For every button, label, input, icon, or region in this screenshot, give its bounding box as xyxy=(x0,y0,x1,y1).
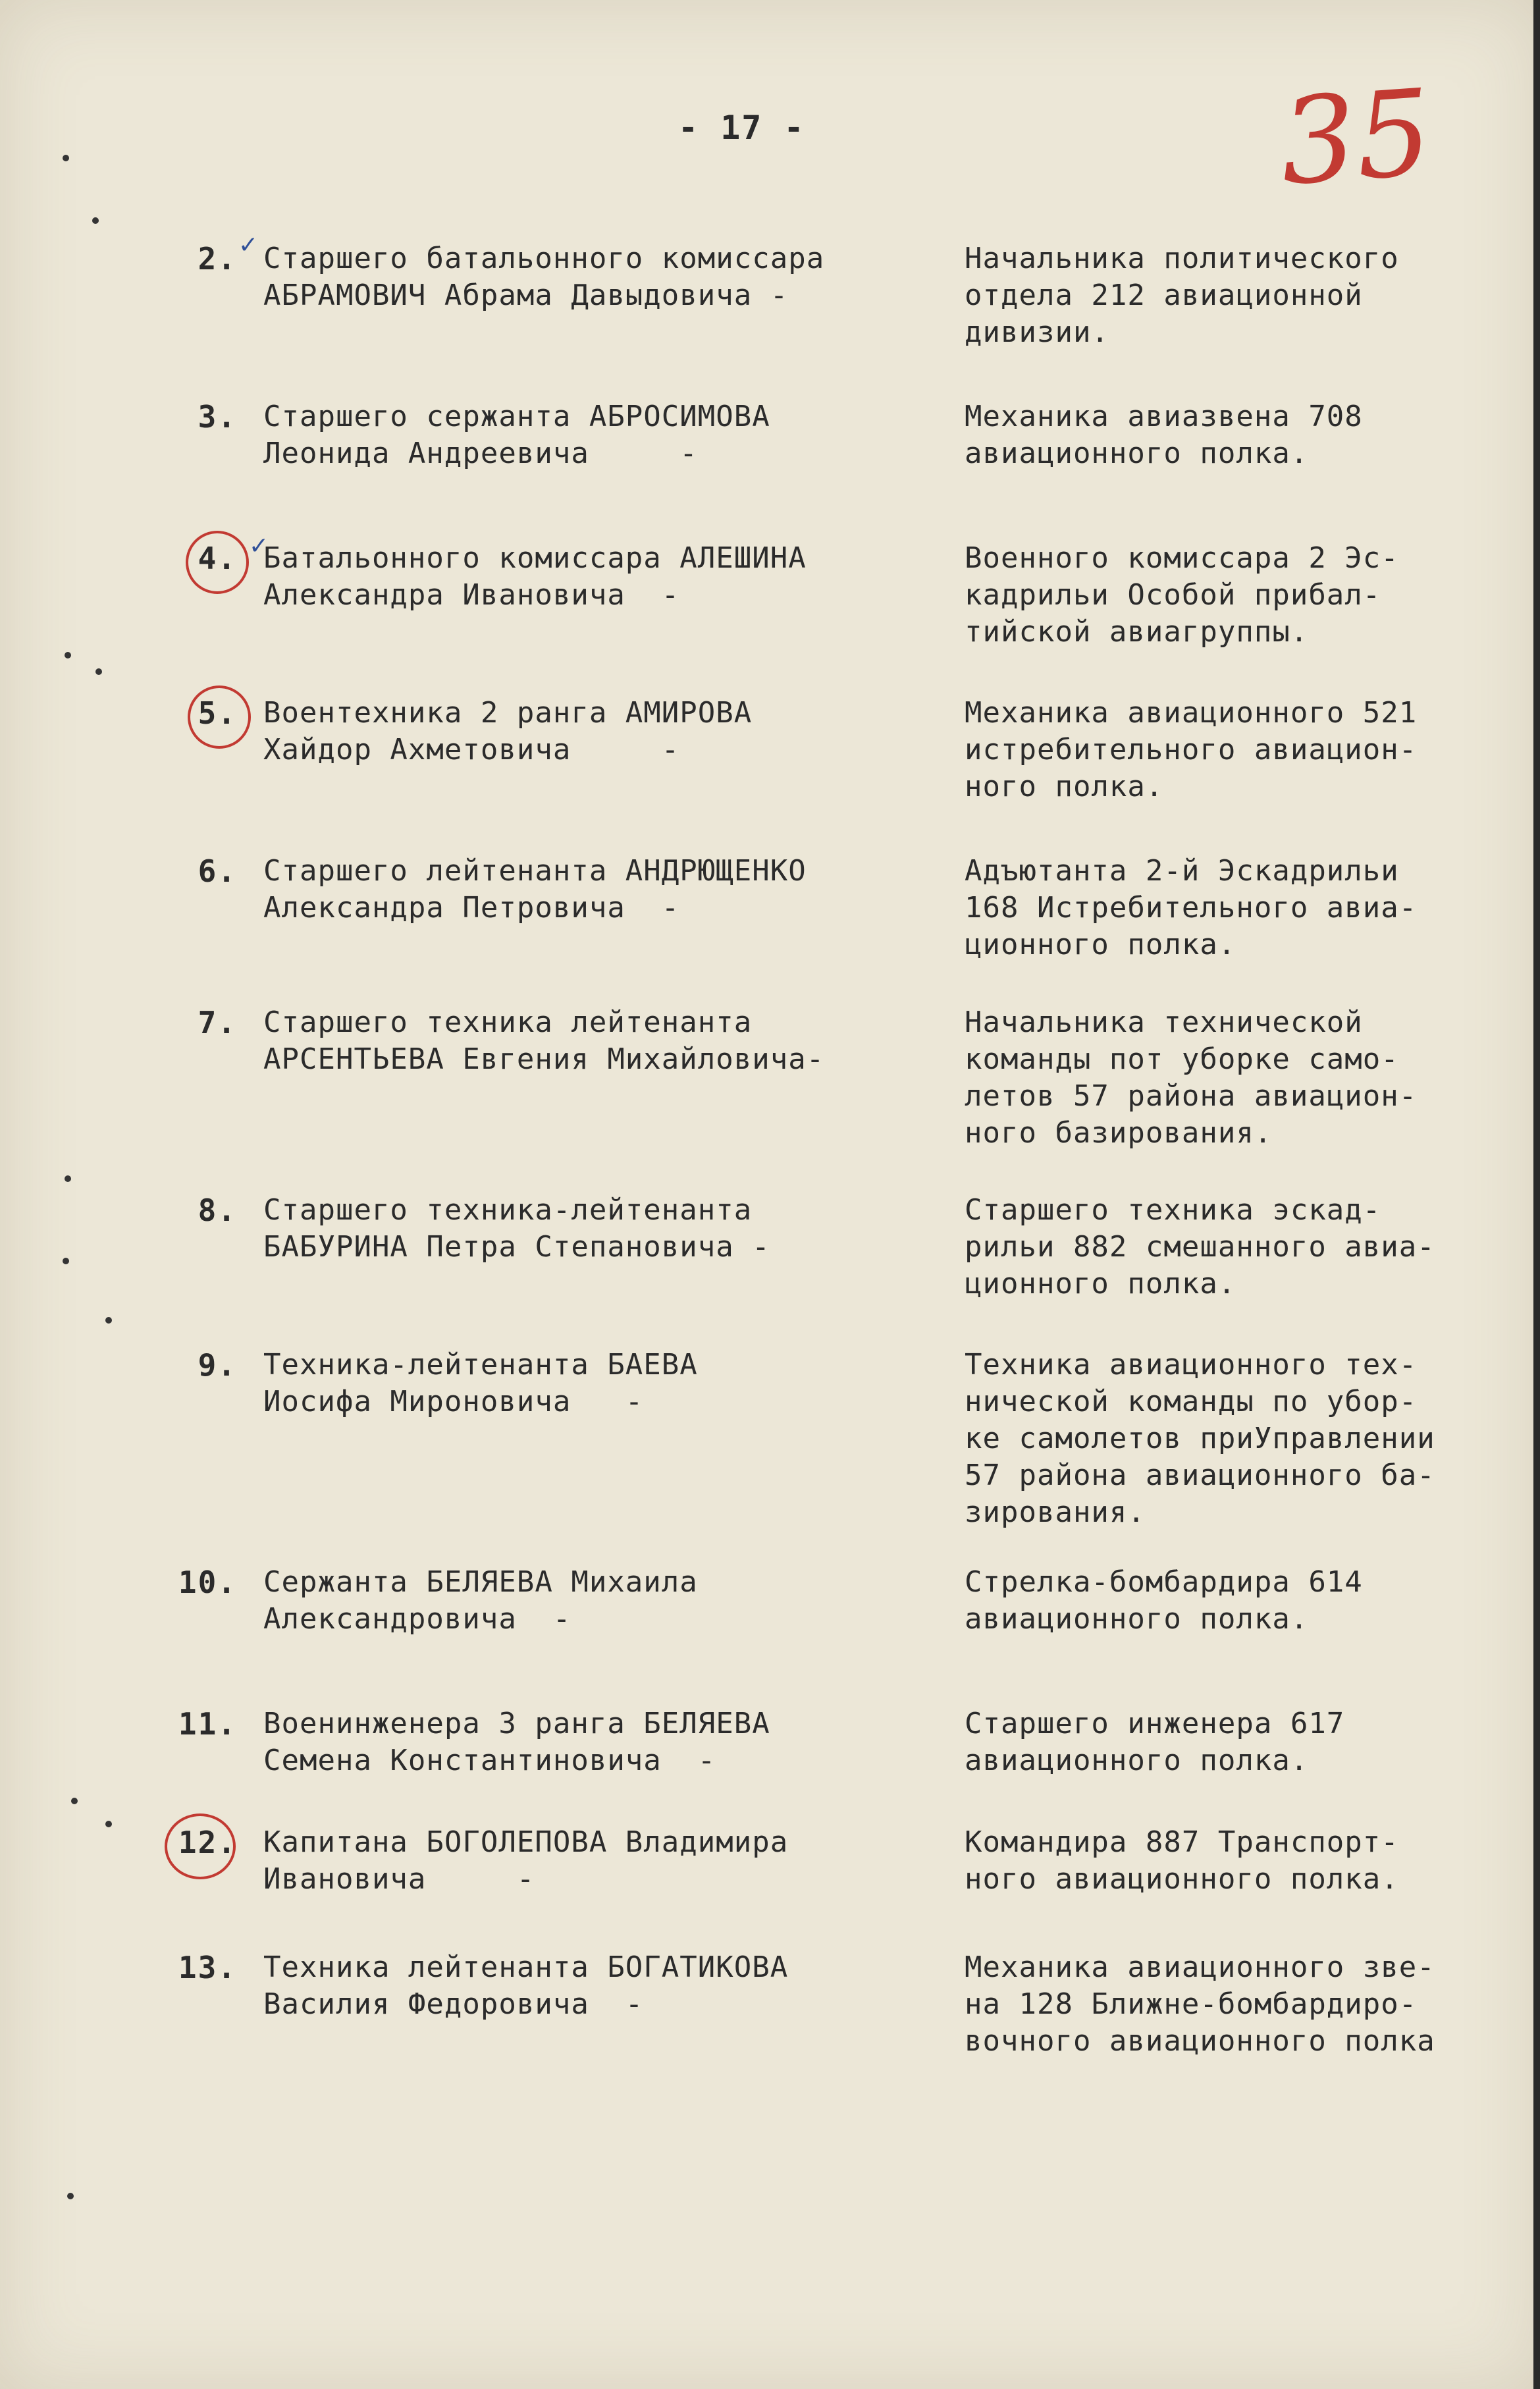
entry-position: Начальника политического отдела 212 авиационной дивизии. xyxy=(965,242,1399,349)
entry-person: Старшего сержанта АБРОСИМОВА Леонида Андреевича - xyxy=(263,400,770,470)
entry-number: 6. xyxy=(198,853,237,889)
entry-number: 10. xyxy=(178,1565,237,1600)
entry-person: Старшего техника-лейтенанта БАБУРИНА Петра Степановича - xyxy=(263,1193,770,1264)
entry-person: Старшего техника лейтенанта АРСЕНТЬЕВА Евгения Михайловича- xyxy=(263,1006,825,1076)
red-circle-mark xyxy=(188,685,251,749)
entry-person: Капитана БОГОЛЕПОВА Владимира Ивановича - xyxy=(263,1825,789,1896)
entry-person: Старшего лейтенанта АНДРЮЩЕНКО Александра Петровича - xyxy=(263,854,807,925)
list-entry xyxy=(0,1347,1540,1529)
punch-hole xyxy=(105,1317,112,1324)
check-mark: ✓ xyxy=(249,533,269,560)
entry-number: 5. xyxy=(198,695,237,731)
red-circle-mark xyxy=(165,1813,236,1879)
entry-position: Старшего инженера 617 авиационного полка. xyxy=(965,1707,1345,1777)
list-entry xyxy=(0,1824,1540,1943)
entry-position: Начальника технической команды пот уборке само- летов 57 района авиацион- ного базирования. xyxy=(965,1006,1418,1150)
list-entry xyxy=(0,1192,1540,1310)
red-circle-mark xyxy=(186,531,249,594)
entry-number: 2. xyxy=(198,241,237,277)
entry-position: Механика авиационного зве- на 128 Ближне-бомбардиро- вочного авиационного полка xyxy=(965,1950,1435,2058)
entry-position: Военного комиссара 2 Эс- кадрильи Особой прибал- тийской авиагруппы. xyxy=(965,541,1399,649)
list-entry xyxy=(0,1705,1540,1824)
entry-number: 7. xyxy=(198,1005,237,1040)
entry-number: 11. xyxy=(178,1706,237,1742)
handwritten-sheet-number: 35 xyxy=(1275,64,1437,212)
entry-person: Техника лейтенанта БОГАТИКОВА Василия Федоровича - xyxy=(263,1950,789,2021)
entry-position: Командира 887 Транспорт- ного авиационного полка. xyxy=(965,1825,1399,1896)
entry-person: Старшего батальонного комиссара АБРАМОВИЧ Абрама Давыдовича - xyxy=(263,242,825,312)
page-number: - 17 - xyxy=(678,109,805,147)
entry-number: 12. xyxy=(178,1825,237,1860)
entry-position: Старшего техника эскад- рильи 882 смешанного авиа- ционного полка. xyxy=(965,1193,1435,1301)
punch-hole xyxy=(95,668,102,675)
entry-person: Батальонного комиссара АЛЕШИНА Александра Ивановича - xyxy=(263,541,807,612)
check-mark: ✓ xyxy=(238,232,259,259)
list-entry xyxy=(0,695,1540,813)
list-entry xyxy=(0,533,1540,658)
punch-hole xyxy=(92,217,99,224)
entry-person: Военинженера 3 ранга БЕЛЯЕВА Семена Константиновича - xyxy=(263,1707,770,1777)
list-entry xyxy=(0,853,1540,971)
entry-number: 8. xyxy=(198,1193,237,1228)
entry-number: 13. xyxy=(178,1950,237,1985)
entry-number: 4. xyxy=(198,541,237,576)
entry-position: Техника авиационного тех- нической команды по убор- ке самолетов приУправлении 57 района авиационного ба- зирования. xyxy=(965,1348,1435,1529)
entry-person: Техника-лейтенанта БАЕВА Иосифа Мироновича - xyxy=(263,1348,698,1418)
list-entry xyxy=(0,1004,1540,1150)
list-entry xyxy=(0,1564,1540,1682)
entry-person: Сержанта БЕЛЯЕВА Михаила Александровича - xyxy=(263,1565,698,1636)
punch-hole xyxy=(65,1175,71,1182)
punch-hole xyxy=(63,155,69,161)
entry-number: 3. xyxy=(198,399,237,435)
entry-person: Воентехника 2 ранга АМИРОВА Хайдор Ахметовича - xyxy=(263,696,753,766)
punch-hole xyxy=(67,2193,74,2199)
entry-number: 9. xyxy=(198,1347,237,1383)
entry-position: Адъютанта 2-й Эскадрильи 168 Истребительного авиа- ционного полка. xyxy=(965,854,1418,961)
list-entry xyxy=(0,1949,1540,2068)
entry-position: Механика авиазвена 708 авиационного полка. xyxy=(965,400,1363,470)
entry-position: Механика авиационного 521 истребительного авиацион- ного полка. xyxy=(965,696,1418,803)
entry-position: Стрелка-бомбардира 614 авиационного полка. xyxy=(965,1565,1363,1636)
list-entry xyxy=(0,398,1540,517)
list-entry xyxy=(0,232,1540,359)
